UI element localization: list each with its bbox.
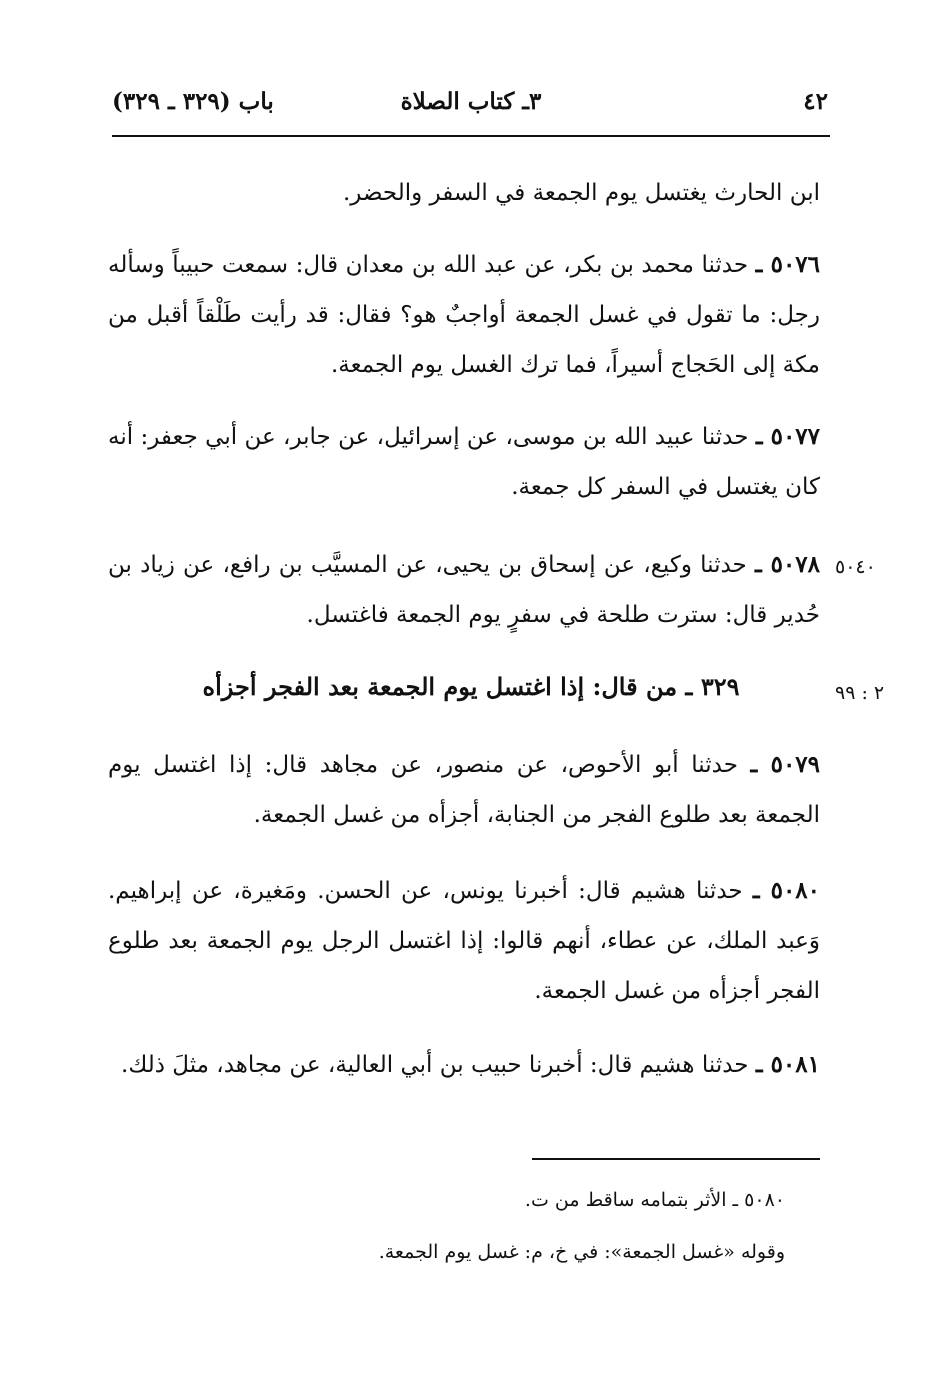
hadith-text: حدثنا هشيم قال: أخبرنا حبيب بن أبي العالية، عن مجاهد، مثلَ ذلك.	[121, 1052, 749, 1078]
hadith-5080	[108, 866, 820, 1016]
paragraph-continuation	[108, 168, 820, 218]
hadith-number: ٥٠٧٩ ـ	[750, 751, 821, 778]
chapter-title: ٣ـ كتاب الصلاة	[400, 88, 542, 115]
hadith-number: ٥٠٧٦ ـ	[755, 251, 821, 278]
page-number: ٤٢	[803, 88, 828, 115]
hadith-5077	[108, 412, 820, 512]
hadith-text: حدثنا عبيد الله بن موسى، عن إسرائيل، عن جابر، عن أبي جعفر: أنه كان يغتسل في السفر كل جمعة.	[108, 424, 820, 500]
footnote-2: وقوله «غسل الجمعة»: في خ، م: غسل يوم الجمعة.	[378, 1241, 785, 1263]
hadith-number: ٥٠٨٠ ـ	[752, 877, 821, 904]
hadith-5076	[108, 240, 820, 390]
margin-reference-volume: ٢ : ٩٩	[835, 682, 885, 704]
hadith-5078	[108, 540, 820, 640]
section-heading: ٣٢٩ ـ من قال: إذا اغتسل يوم الجمعة بعد الفجر أجزأه	[202, 672, 740, 701]
hadith-text: حدثنا وكيع، عن إسحاق بن يحيى، عن المسيَّب بن رافع، عن زياد بن حُدير قال: سترت طلحة في سفرٍ يوم الجمعة فاغتسل.	[108, 552, 820, 628]
hadith-5079	[108, 740, 820, 840]
hadith-text: حدثنا محمد بن بكر، عن عبد الله بن معدان قال: سمعت حبيباً وسأله رجل: ما تقول في غسل الجمعة أواجبٌ هو؟ فقال: قد رأيت طَلْقاً أقبل من مكة إلى الحَجاج أسيراً، فما ترك الغسل يوم الجمعة.	[108, 252, 820, 378]
hadith-text: حدثنا أبو الأحوص، عن منصور، عن مجاهد قال: إذا اغتسل يوم الجمعة بعد طلوع الفجر من الجنابة، أجزأه من غسل الجمعة.	[108, 752, 820, 828]
hadith-text: حدثنا هشيم قال: أخبرنا يونس، عن الحسن. ومَغيرة، عن إبراهيم. وَعبد الملك، عن عطاء، أنهم قالوا: إذا اغتسل الرجل يوم الجمعة بعد طلوع الفجر أجزأه من غسل الجمعة.	[108, 878, 820, 1004]
header-rule	[112, 135, 830, 137]
hadith-5081	[108, 1040, 820, 1090]
page-header	[112, 84, 830, 124]
hadith-number: ٥٠٧٧ ـ	[755, 423, 821, 450]
footnote-rule	[532, 1158, 820, 1160]
margin-reference-5040: ٥٠٤٠	[835, 556, 876, 578]
hadith-number: ٥٠٨١ ـ	[755, 1051, 820, 1078]
paragraph-text: ابن الحارث يغتسل يوم الجمعة في السفر والحضر.	[342, 180, 820, 206]
footnote-1: ٥٠٨٠ ـ الأثر بتمامه ساقط من ت.	[524, 1189, 785, 1211]
bab-range: باب (٣٢٩ ـ ٣٢٩)	[112, 88, 274, 115]
hadith-number: ٥٠٧٨ ـ	[754, 551, 820, 578]
